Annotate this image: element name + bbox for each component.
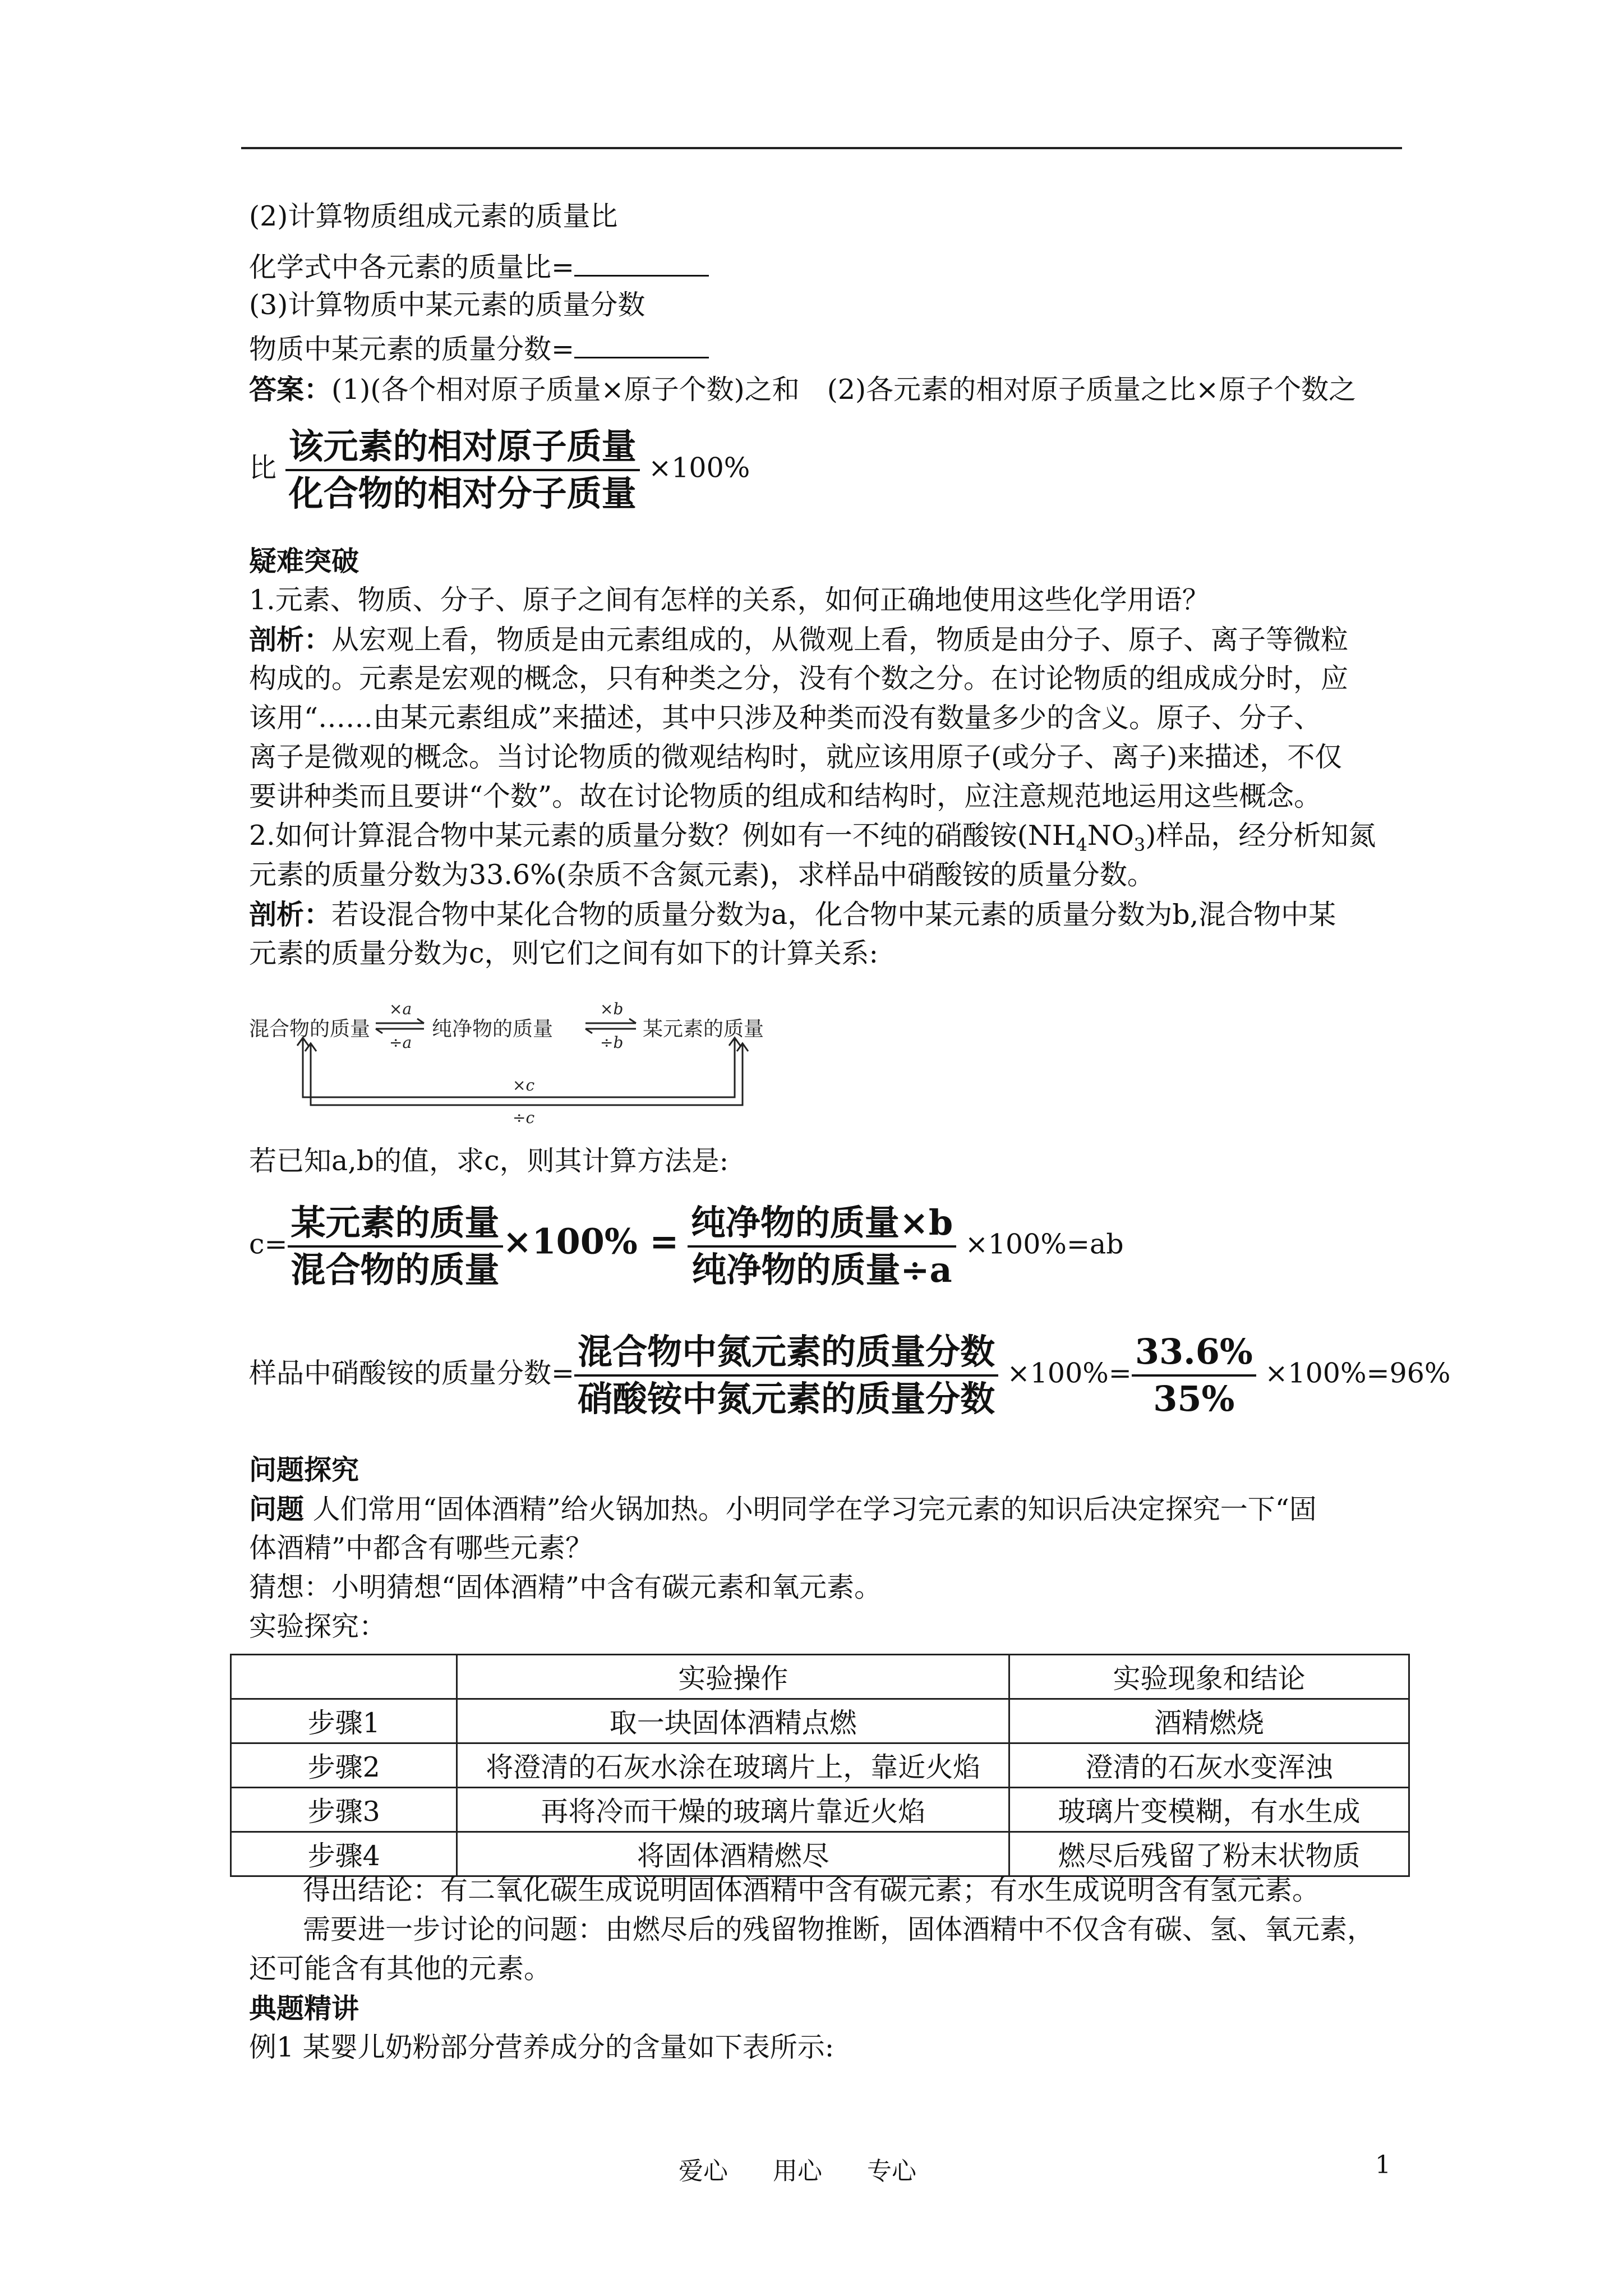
table-cell: 酒精燃烧	[1009, 1699, 1409, 1743]
equation-1: c= $\frac{\text{某元素的质量}}{\text{混合物的质量}}$ ×100% = $\frac{\text{纯净物的质量×b}}{\text{纯净物的质量÷a}}$ ×100%=ab	[249, 1200, 1124, 1292]
line-3-title: (3)计算物质中某元素的质量分数	[249, 289, 645, 321]
multiply-c-label: ×c	[513, 1076, 535, 1094]
multiply-b-label: ×b	[600, 1000, 624, 1018]
section-heading: 问题探究	[249, 1453, 359, 1486]
calculation-diagram	[249, 1000, 838, 1133]
table-row	[231, 1699, 1409, 1743]
table-cell: 步骤4	[231, 1832, 457, 1876]
fraction: $\frac{\text{某元素的质量}}{\text{混合物的质量}}$	[288, 1200, 503, 1292]
table-header-row	[231, 1655, 1409, 1699]
fraction: $\frac{\text{该元素的相对原子质量}}{\text{化合物的相对分子质量}}$	[285, 424, 640, 516]
analysis-1-line: 要讲种类而且要讲“个数”。故在讨论物质的组成和结构时，应注意规范地运用这些概念。	[249, 780, 1322, 812]
analysis-2: 剖析：若设混合物中某化合物的质量分数为a，化合物中某元素的质量分数为b,混合物中某	[249, 898, 1336, 931]
answer-blank	[574, 332, 709, 358]
section-heading: 疑难突破	[249, 545, 359, 577]
analysis-1-line: 该用“……由某元素组成”来描述，其中只涉及种类而没有数量多少的含义。原子、分子、	[249, 702, 1322, 734]
page-number: 1	[1375, 2151, 1391, 2179]
table-cell: 步骤3	[231, 1788, 457, 1832]
table-cell: 步骤2	[231, 1743, 457, 1788]
table-cell: 将固体酒精燃尽	[457, 1832, 1009, 1876]
table-cell: 将澄清的石灰水涂在玻璃片上，靠近火焰	[457, 1743, 1009, 1788]
equation-2: 样品中硝酸铵的质量分数= $\frac{\text{混合物中氮元素的质量分数}}{\text{硝酸铵中氮元素的质量分数}}$ ×100%= $\frac{33.6\%}{35\%}$ ×100%=96%	[249, 1329, 1450, 1421]
divide-b-label: ÷b	[600, 1033, 624, 1052]
header-rule	[241, 147, 1402, 149]
table-cell: 澄清的石灰水变浑浊	[1009, 1743, 1409, 1788]
pure-mass-label: 纯净物的质量	[432, 1018, 554, 1041]
table-header: 实验现象和结论	[1009, 1655, 1409, 1699]
fraction: $\frac{\text{混合物中氮元素的质量分数}}{\text{硝酸铵中氮元素的质量分数}}$	[574, 1329, 998, 1421]
answer-line: 答案：(1)(各个相对原子质量×原子个数)之和 (2)各元素的相对原子质量之比×原子个数之	[249, 373, 1357, 406]
analysis-1: 剖析：从宏观上看，物质是由元素组成的，从微观上看，物质是由分子、原子、离子等微粒	[249, 623, 1349, 656]
element-mass-label: 某元素的质量	[643, 1018, 764, 1041]
line-ratio: 化学式中各元素的质量比=	[249, 250, 709, 284]
after-diagram-text: 若已知a,b的值，求c，则其计算方法是:	[249, 1145, 729, 1177]
hypothesis: 猜想：小明猜想“固体酒精”中含有碳元素和氧元素。	[249, 1571, 882, 1603]
table-cell: 玻璃片变模糊，有水生成	[1009, 1788, 1409, 1832]
problem-line: 问题 人们常用“固体酒精”给火锅加热。小明同学在学习完元素的知识后决定探究一下“固	[249, 1493, 1317, 1525]
table-header: 实验操作	[457, 1655, 1009, 1699]
analysis-1-line: 构成的。元素是宏观的概念，只有种类之分，没有个数之分。在讨论物质的组成成分时，应	[249, 662, 1349, 694]
footer-text: 用心	[773, 2157, 822, 2185]
question-2: 2.如何计算混合物中某元素的质量分数？例如有一不纯的硝酸铵$(NH_4NO_3)$样品，经分析知氮	[249, 820, 1376, 855]
fraction: $\frac{33.6\%}{35\%}$	[1132, 1329, 1256, 1421]
answer-blank	[574, 250, 709, 277]
table-row	[231, 1788, 1409, 1832]
example-1: 例1 某婴儿奶粉部分营养成分的含量如下表所示:	[249, 2031, 834, 2063]
table-cell: 再将冷而干燥的玻璃片靠近火焰	[457, 1788, 1009, 1832]
table-cell: 取一块固体酒精点燃	[457, 1699, 1009, 1743]
discussion-line: 还可能含有其他的元素。	[249, 1953, 552, 1985]
line-2-title: (2)计算物质组成元素的质量比	[249, 200, 618, 232]
table-row	[231, 1832, 1409, 1876]
experiment-label: 实验探究：	[249, 1611, 387, 1642]
conclusion: 得出结论：有二氧化碳生成说明固体酒精中含有碳元素；有水生成说明含有氢元素。	[303, 1874, 1320, 1906]
divide-c-label: ÷c	[513, 1108, 535, 1127]
footer-text: 爱心	[679, 2157, 728, 2185]
question-1: 1.元素、物质、分子、原子之间有怎样的关系，如何正确地使用这些化学用语？	[249, 584, 1210, 616]
analysis-2-line: 元素的质量分数为c，则它们之间有如下的计算关系:	[249, 937, 878, 969]
experiment-table	[230, 1654, 1410, 1877]
multiply-a-label: ×a	[389, 1000, 412, 1018]
ratio-formula: 比 $\frac{\text{该元素的相对原子质量}}{\text{化合物的相对分子质量}}$ ×100%	[249, 424, 750, 516]
table-header	[231, 1655, 457, 1699]
divide-a-label: ÷a	[389, 1033, 412, 1052]
line-fraction: 物质中某元素的质量分数=	[249, 332, 709, 366]
section-heading: 典题精讲	[249, 1992, 359, 2024]
mixture-mass-label: 混合物的质量	[249, 1018, 371, 1041]
analysis-1-line: 离子是微观的概念。当讨论物质的微观结构时，就应该用原子(或分子、离子)来描述，不仅	[249, 741, 1343, 773]
footer-text: 专心	[867, 2157, 916, 2185]
problem-line: 体酒精”中都含有哪些元素？	[249, 1532, 593, 1564]
table-row	[231, 1743, 1409, 1788]
fraction: $\frac{\text{纯净物的质量×b}}{\text{纯净物的质量÷a}}$	[688, 1200, 956, 1292]
discussion: 需要进一步讨论的问题：由燃尽后的残留物推断，固体酒精中不仅含有碳、氢、氧元素，	[303, 1913, 1375, 1945]
question-2-line: 元素的质量分数为33.6%(杂质不含氮元素)，求样品中硝酸铵的质量分数。	[249, 859, 1155, 891]
table-cell: 步骤1	[231, 1699, 457, 1743]
table-cell: 燃尽后残留了粉末状物质	[1009, 1832, 1409, 1876]
